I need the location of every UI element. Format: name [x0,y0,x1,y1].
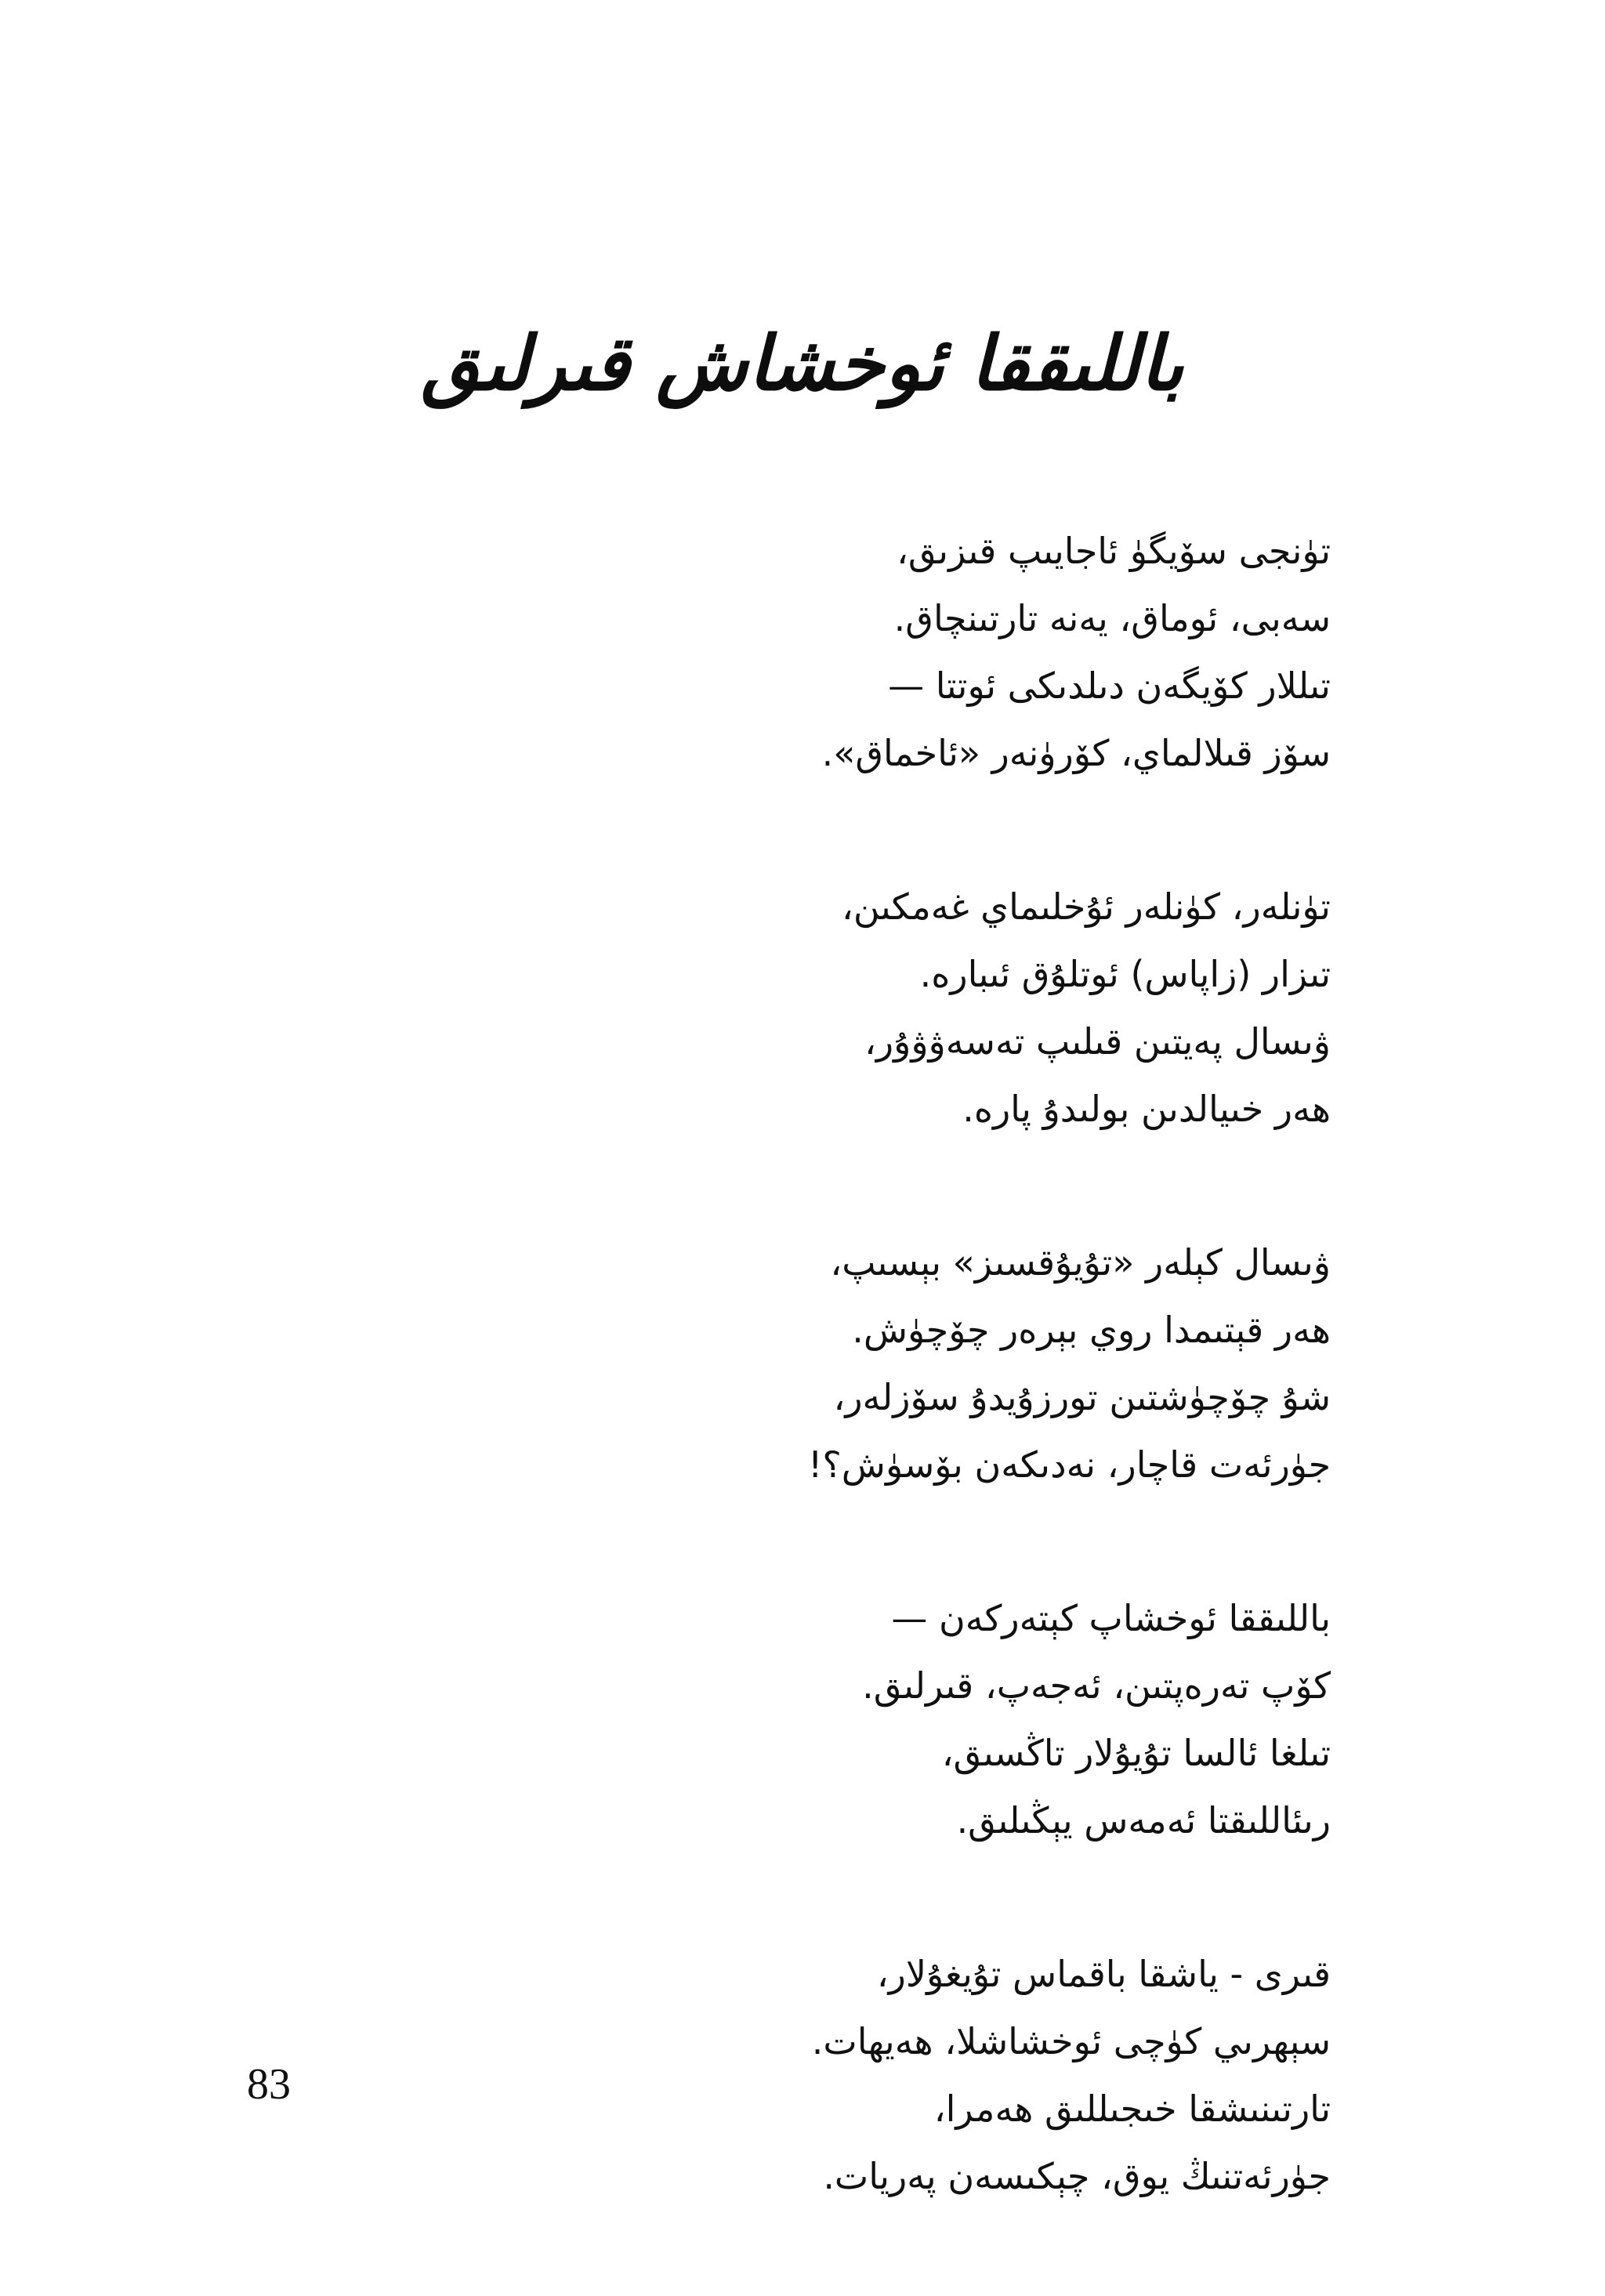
stanza-5 [547,1940,1331,2210]
verse-line: باللىققا ئوخشاپ كېتەركەن — [891,1597,1331,1639]
page-number: 83 [247,2060,291,2109]
stanza-2 [547,873,1331,1143]
verse-line: سېھرىي كۈچى ئوخشاشلا، ھەيھات. [811,2020,1331,2062]
verse-line: رىئاللىقتا ئەمەس يېڭىلىق. [956,1799,1331,1842]
verse-line: ھەر قېتىمدا روي بېرەر چۆچۈش. [852,1309,1331,1351]
verse-line: تارتىنىشقا خىجىللىق ھەمرا، [933,2088,1331,2130]
verse-line: ھەر خىيالدىن بولىدۇ پارە. [962,1088,1331,1130]
stanza-4 [547,1584,1331,1854]
verse-line: تىللار كۆيگەن دىلدىكى ئوتتا — [888,665,1331,707]
verse-line: جۈرئەت قاچار، نەدىكەن بۆسۈش؟! [807,1443,1331,1486]
verse-line: شۇ چۆچۈشتىن تورزۇيدۇ سۆزلەر، [833,1376,1331,1418]
verse-line: جۈرئەتنىڭ يوق، چېكىسەن پەريات. [823,2155,1331,2197]
verse-line: قىرى - ياشقا باقماس تۇيغۇلار، [876,1953,1331,1995]
verse-line: تىلغا ئالسا تۇيۇلار تاڭسىق، [941,1732,1331,1774]
stanza-1 [547,517,1331,787]
page-title: باللىققا ئوخشاش قىرلىق [421,320,1184,408]
verse-line: ۋىسال پەيتىن قىلىپ تەسەۋۋۇر، [864,1020,1331,1063]
poem-body [547,517,1331,2296]
verse-line: ۋىسال كېلەر «تۇيۇقسىز» بېسىپ، [830,1241,1331,1284]
verse-line: تىزار (زاپاس) ئوتلۇق ئىبارە. [919,953,1331,995]
verse-line: سۆز قىلالماي، كۆرۈنەر «ئاخماق». [821,732,1331,774]
verse-line: كۆپ تەرەپتىن، ئەجەپ، قىرلىق. [862,1664,1331,1707]
verse-line: تۈنلەر، كۈنلەر ئۇخلىماي غەمكىن، [842,885,1331,928]
verse-line: تۈنجى سۆيگۈ ئاجايىپ قىزىق، [897,530,1331,572]
verse-line: سەبى، ئوماق، يەنە تارتىنچاق. [893,597,1331,639]
stanza-3 [547,1229,1331,1498]
